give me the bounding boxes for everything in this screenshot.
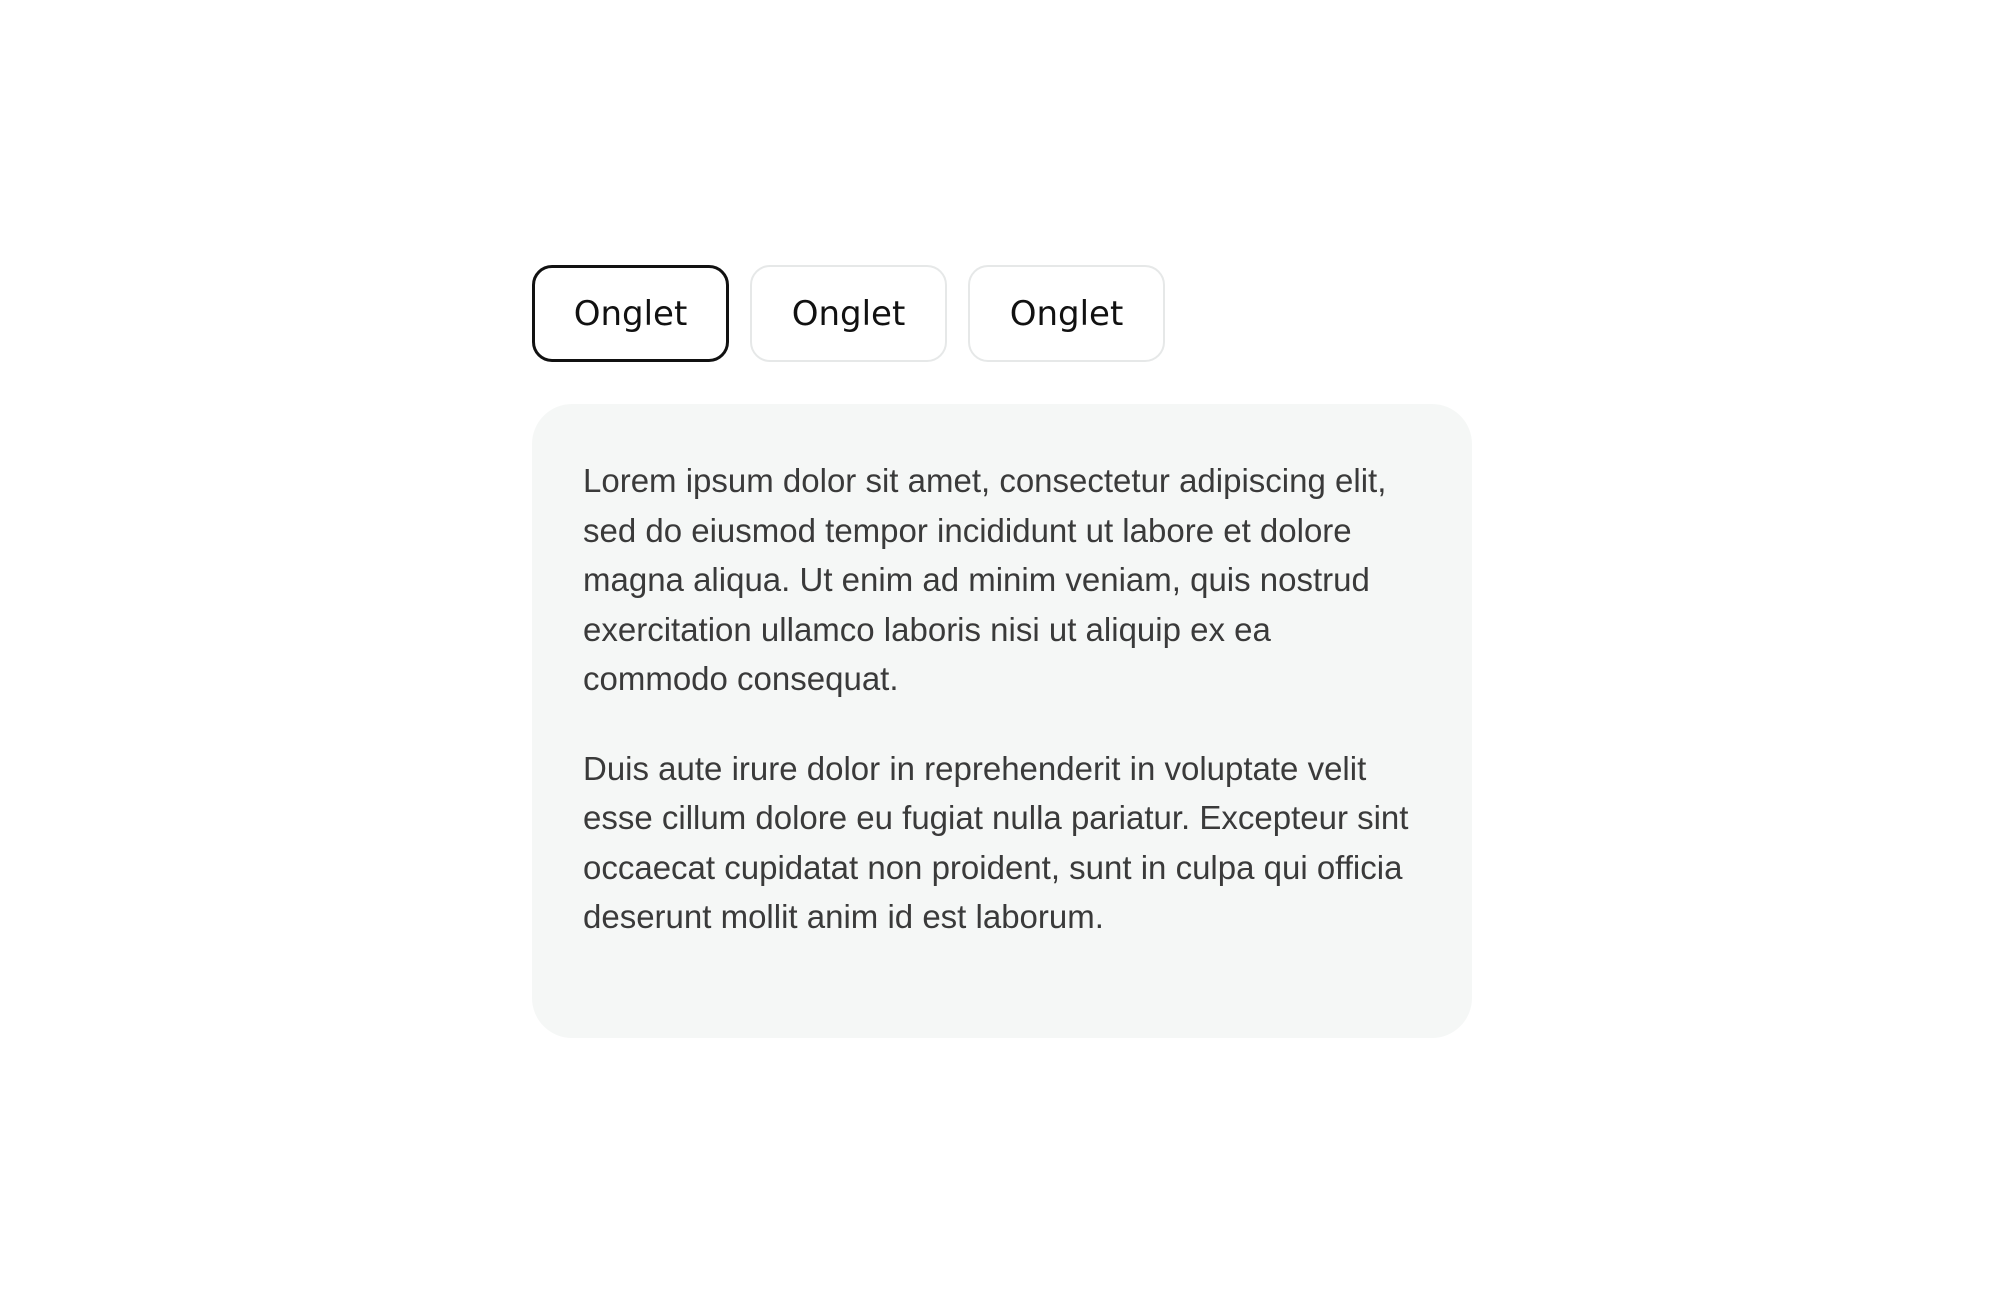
tab-label: Onglet — [1009, 293, 1124, 334]
tab-label: Onglet — [573, 293, 688, 334]
tab-onglet-1[interactable] — [532, 265, 729, 362]
tab-label: Onglet — [791, 293, 906, 334]
tab-list — [532, 265, 1165, 362]
tab-onglet-3[interactable] — [968, 265, 1165, 362]
tab-panel — [532, 404, 1472, 1038]
panel-paragraph: Duis aute irure dolor in reprehenderit in voluptate velit esse cillum dolore eu fugiat nulla pariatur. Excepteur sint occaecat cupidatat non proident, sunt in culpa qui officia deserunt mollit anim id est laborum. — [583, 749, 1409, 935]
tab-onglet-2[interactable] — [750, 265, 947, 362]
panel-paragraph: Lorem ipsum dolor sit amet, consectetur adipiscing elit, sed do eiusmod tempor incididunt ut labore et dolore magna aliqua. Ut enim ad minim veniam, quis nostrud exercitation ullamco laboris nisi ut aliquip ex ea commodo consequat. — [583, 462, 1387, 697]
